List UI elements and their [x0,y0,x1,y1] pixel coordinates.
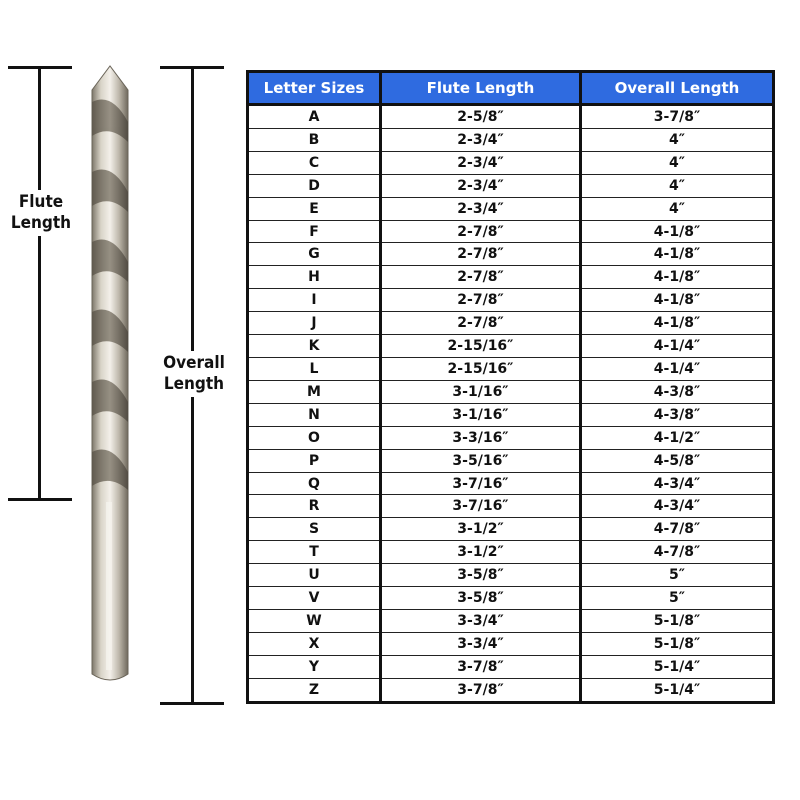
letter-size-cell: R [248,495,381,518]
table-row [248,495,774,518]
overall-length-cell: 4-7/8″ [581,518,774,541]
flute-length-cell: 2-3/4″ [381,151,581,174]
flute-length-cell: 2-7/8″ [381,289,581,312]
overall-length-cell: 4-3/4″ [581,495,774,518]
table-row [248,197,774,220]
letter-size-cell: C [248,151,381,174]
table-row [248,518,774,541]
overall-length-cell: 4-1/4″ [581,358,774,381]
overall-length-cell: 4-1/8″ [581,312,774,335]
table-row [248,243,774,266]
flute-length-cell: 3-7/16″ [381,495,581,518]
letter-size-cell: T [248,541,381,564]
overall-length-cell: 4-3/8″ [581,380,774,403]
overall-length-cell: 4-1/2″ [581,426,774,449]
letter-size-cell: S [248,518,381,541]
table-row [248,380,774,403]
flute-length-cell: 3-7/8″ [381,655,581,678]
letter-size-cell: J [248,312,381,335]
flute-length-cell: 2-7/8″ [381,220,581,243]
overall-length-cell: 4-1/8″ [581,289,774,312]
letter-size-cell: K [248,335,381,358]
table-row [248,449,774,472]
overall-length-cell: 5″ [581,564,774,587]
flute-length-label: Flute Length [10,190,72,236]
table-row [248,472,774,495]
overall-length-cell: 5-1/8″ [581,632,774,655]
overall-length-cell: 4-1/4″ [581,335,774,358]
table-row [248,220,774,243]
flute-length-cell: 2-15/16″ [381,358,581,381]
letter-size-cell: Z [248,678,381,702]
table-body [248,105,774,703]
letter-size-cell: P [248,449,381,472]
flute-length-cell: 3-5/16″ [381,449,581,472]
table-row [248,128,774,151]
letter-size-cell: O [248,426,381,449]
letter-size-cell: N [248,403,381,426]
overall-length-cell: 5-1/4″ [581,655,774,678]
flute-length-cell: 2-3/4″ [381,197,581,220]
flute-length-cell: 3-1/2″ [381,541,581,564]
overall-length-cell: 4″ [581,174,774,197]
table-row [248,289,774,312]
table-row [248,426,774,449]
header-letter-sizes: Letter Sizes [248,72,381,105]
overall-length-cell: 4-1/8″ [581,243,774,266]
table-row [248,678,774,702]
flute-length-cell: 3-7/8″ [381,678,581,702]
letter-size-cell: Q [248,472,381,495]
letter-size-cell: B [248,128,381,151]
flute-length-cell: 2-3/4″ [381,174,581,197]
overall-length-cell: 4″ [581,197,774,220]
letter-size-cell: V [248,587,381,610]
table-row [248,632,774,655]
flute-length-cell: 3-1/2″ [381,518,581,541]
letter-size-cell: X [248,632,381,655]
overall-length-cell: 3-7/8″ [581,105,774,129]
flute-length-cell: 3-5/8″ [381,564,581,587]
flute-length-cell: 2-7/8″ [381,312,581,335]
overall-length-bottom-tick [160,702,224,705]
overall-length-cell: 5-1/4″ [581,678,774,702]
letter-size-cell: U [248,564,381,587]
overall-length-cell: 4″ [581,151,774,174]
flute-length-cell: 2-15/16″ [381,335,581,358]
overall-length-cell: 4-1/8″ [581,266,774,289]
letter-size-cell: Y [248,655,381,678]
table-row [248,655,774,678]
letter-size-cell: M [248,380,381,403]
table-row [248,105,774,129]
flute-length-cell: 3-1/16″ [381,403,581,426]
flute-length-cell: 3-1/16″ [381,380,581,403]
flute-length-cell: 3-3/4″ [381,632,581,655]
table-row [248,403,774,426]
flute-length-top-tick [8,66,72,69]
letter-size-cell: E [248,197,381,220]
table-row [248,564,774,587]
overall-length-cell: 5″ [581,587,774,610]
flute-length-cell: 3-7/16″ [381,472,581,495]
table-row [248,174,774,197]
overall-length-cell: 4-1/8″ [581,220,774,243]
overall-length-cell: 4″ [581,128,774,151]
drill-bit-image [82,62,138,686]
table-row [248,609,774,632]
flute-length-dimension-line [38,68,41,500]
flute-length-cell: 2-3/4″ [381,128,581,151]
flute-length-cell: 3-5/8″ [381,587,581,610]
letter-size-cell: H [248,266,381,289]
flute-length-cell: 2-5/8″ [381,105,581,129]
letter-size-cell: G [248,243,381,266]
table-row [248,266,774,289]
letter-size-cell: F [248,220,381,243]
flute-length-cell: 2-7/8″ [381,243,581,266]
letter-size-cell: L [248,358,381,381]
header-overall-length: Overall Length [581,72,774,105]
overall-length-label: Overall Length [160,351,228,397]
flute-length-cell: 3-3/16″ [381,426,581,449]
table-row [248,335,774,358]
header-flute-length: Flute Length [381,72,581,105]
table-row [248,587,774,610]
letter-size-cell: A [248,105,381,129]
flute-length-bottom-tick [8,498,72,501]
table-header-row [248,72,774,105]
overall-length-cell: 4-7/8″ [581,541,774,564]
letter-size-cell: W [248,609,381,632]
flute-length-cell: 3-3/4″ [381,609,581,632]
table-row [248,358,774,381]
overall-length-cell: 5-1/8″ [581,609,774,632]
overall-length-top-tick [160,66,224,69]
overall-length-cell: 4-3/8″ [581,403,774,426]
overall-length-cell: 4-3/4″ [581,472,774,495]
letter-size-table [246,70,775,704]
table-row [248,151,774,174]
letter-size-cell: I [248,289,381,312]
overall-length-cell: 4-5/8″ [581,449,774,472]
flute-length-cell: 2-7/8″ [381,266,581,289]
table-row [248,541,774,564]
letter-size-cell: D [248,174,381,197]
table-row [248,312,774,335]
